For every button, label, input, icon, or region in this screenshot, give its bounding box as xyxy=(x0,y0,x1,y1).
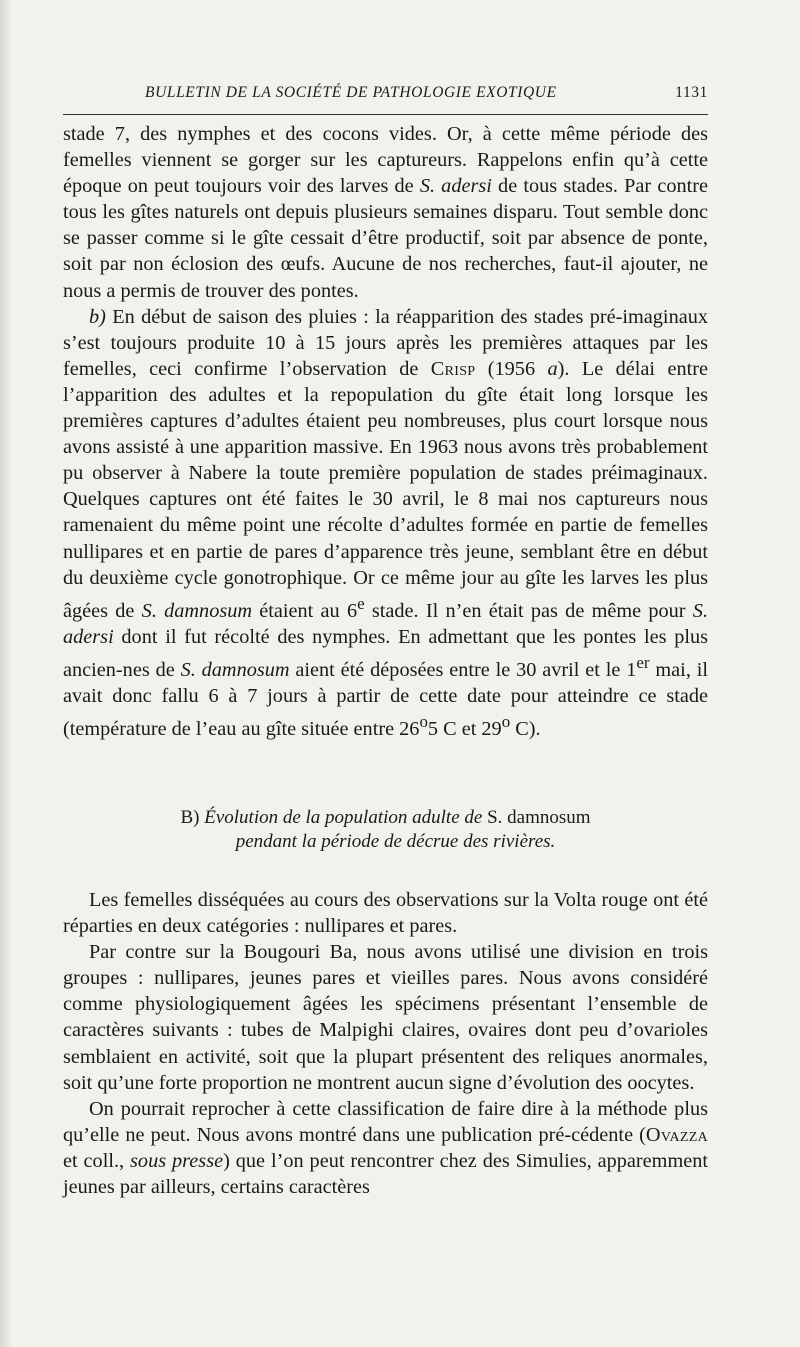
journal-title: BULLETIN DE LA SOCIÉTÉ DE PATHOLOGIE EXOTIQUE xyxy=(145,84,557,101)
body-text-lower xyxy=(63,887,708,1200)
paragraph-b-debut-saison: b) En début de saison des pluies : la réapparition des stades pré-imaginaux s’est toujours produite 10 à 15 jours après les premières attaques par les femelles, ceci confirme l’observation de Crisp (1956 a). Le délai entre l’apparition des adultes et la repopulation du gîte était long lorsque les premières captures d’adultes étaient peu nombreuses, plus court lorsque nous avons assisté à une apparition massive. En 1963 nous avons très probablement pu observer à Nabere la toute première population de stades préimaginaux. Quelques captures ont été faites le 30 avril, le 8 mai nos captureurs nous ramenaient du même point une récolte d’adultes formée en partie de femelles nullipares et en partie de pares d’apparence très jeune, semblant être en début du deuxième cycle gonotrophique. Or ce même jour au gîte les larves les plus âgées de S. damnosum étaient au 6e stade. Il n’en était pas de même pour S. adersi dont il fut récolté des nymphes. En admettant que les pontes les plus ancien-nes de S. damnosum aient été déposées entre le 30 avril et le 1er mai, il avait donc fallu 6 à 7 jours à partir de cette date pour atteindre ce stade (température de l’eau au gîte située entre 26$^o$5 C et 29$^o$ C). xyxy=(63,305,709,740)
species-name: S. adersi xyxy=(419,175,492,198)
running-header xyxy=(63,84,708,106)
body-text-upper xyxy=(63,121,708,741)
paragraph-stade-7: stade 7, des nymphes et des cocons vides. Or, à cette même période des femelles viennent se gorger sur les captureurs. Rappelons enfin qu’à cette époque on peut toujours voir des larves de S. adersi de tous stades. Par contre tous les gîtes naturels ont depuis plusieurs semaines disparu. Tout semble donc se passer comme si le gîte cessait d’être productif, soit par absence de ponte, soit par non éclosion des œufs. Aucune de nos recherches, faut-il ajouter, ne nous a permis de trouver des pontes. xyxy=(63,123,708,302)
section-heading-line2: pendant la période de décrue des rivières. xyxy=(235,831,556,852)
author-citation: Crisp xyxy=(430,357,476,380)
paragraph-classification: On pourrait reprocher à cette classification de faire dire à la méthode plus qu’elle ne peut. Nous avons montré dans une publication pré-cédente (Ovazza et coll., sous presse) que l’on peut rencontrer chez des Simulies, apparemment jeunes par ailleurs, certains caractères xyxy=(63,1097,708,1199)
page-number: 1131 xyxy=(675,84,708,101)
header-rule xyxy=(63,114,708,115)
paragraph-bougouri-ba: Par contre sur la Bougouri Ba, nous avons utilisé une division en trois groupes : nullipares, jeunes pares et vieilles pares. Nous avons considéré comme physiologiquement âgées les spécimens présentant l’ensemble de caractères suivants : tubes de Malpighi claires, ovaires dont peu d’ovarioles semblaient en activité, soit que la plupart présentent des reliques anormales, soit qu’une forte proportion ne montrent aucun signe d’évolution des oocytes. xyxy=(63,941,708,1094)
section-heading-line1: B) Évolution de la population adulte de S. damnosum xyxy=(180,807,591,828)
species-name: S. damnosum xyxy=(141,599,253,622)
species-name: S. adersi xyxy=(63,599,709,648)
list-label-b: b) xyxy=(89,305,106,328)
section-heading xyxy=(63,806,708,854)
species-name: S. damnosum xyxy=(180,658,290,681)
author-citation: Ovazza xyxy=(645,1123,708,1146)
page-edge-shadow xyxy=(0,0,10,1347)
paragraph-volta-rouge: Les femelles disséquées au cours des observations sur la Volta rouge ont été réparties en deux catégories : nullipares et pares. xyxy=(63,889,708,938)
